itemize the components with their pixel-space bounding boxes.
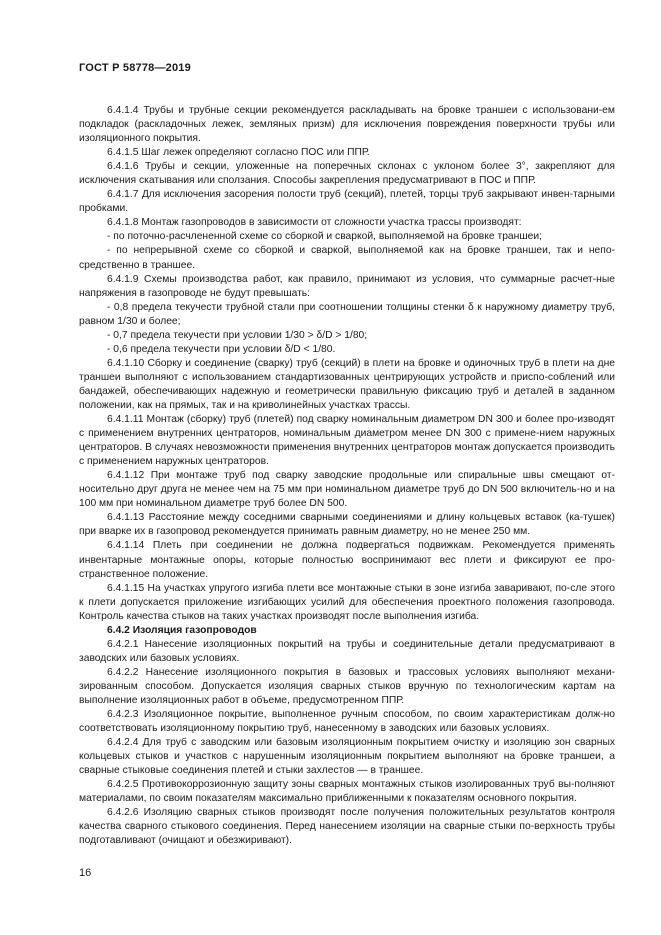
list-item: - 0,6 предела текучести при условии δ/D < 1/80. — [107, 343, 336, 355]
paragraph: 6.4.1.12 При монтаже труб под сварку заводские продольные или спиральные швы смещают от-носительно друг друга не менее чем на 75 мм при номинальном диаметре труб до DN 500 включитель-но и на 100 мм при номинальном диаметре труб более DN 500. — [79, 470, 615, 510]
paragraph: 6.4.2.3 Изоляционное покрытие, выполненное ручным способом, по своим характеристикам долж-но соответствовать изоляционному покрытию труб, нанесенному в заводских или базовых условиях. — [79, 709, 615, 735]
page-number: 16 — [79, 867, 92, 879]
paragraph: 6.4.2.1 Нанесение изоляционных покрытий на трубы и соединительные детали предусматривают в заводских или базовых условиях. — [79, 638, 615, 664]
paragraph: 6.4.1.10 Сборку и соединение (сварку) труб (секций) в плети на бровке и одиночных труб в плети на дне траншеи выполняют с использованием стандартизованных центрирующих устройств и приспо-соблений или бандажей, обеспечивающих надежную и геометрически правильную фиксацию труб и деталей в заданном положении, как на прямых, так и на криволинейных участках трассы. — [79, 357, 615, 411]
paragraph: 6.4.1.11 Монтаж (сборку) труб (плетей) под сварку номинальным диаметром DN 300 и более про-изводят с применением внутренних центраторов, номинальным диаметром менее DN 300 с примене-нием наружных центраторов. В случаях невозможности применения внутренних центраторов монтаж допускается производить с применением наружных центраторов. — [79, 414, 615, 468]
paragraph: 6.4.1.6 Трубы и секции, уложенные на поперечных склонах с уклоном более 3°, закрепляют для исключения скатывания или сползания. Способы закрепления предусматривают в ПОС и ППР. — [79, 161, 615, 187]
paragraph: 6.4.1.8 Монтаж газопроводов в зависимости от сложности участка трассы производят: — [107, 217, 522, 229]
paragraph: 6.4.2.6 Изоляцию сварных стыков производят после получения положительных результатов контроля качества сварного стыкового соединения. Перед нанесением изоляции на сварные стыки по-верхность трубы подготавливают (очищают и обезжиривают). — [79, 807, 615, 847]
paragraph: 6.4.2.2 Нанесение изоляционного покрытия в базовых и трассовых условиях выполняют механи-зированным способом. Допускается изоляция сварных стыков вручную по технологическим картам на выполнение изоляционных работ в объеме, предусмотренном ППР. — [79, 666, 615, 706]
document-header: ГОСТ Р 58778—2019 — [79, 62, 191, 74]
list-item: - по поточно-расчлененной схеме со сборкой и сваркой, выполняемой на бровке траншеи; — [107, 231, 542, 243]
list-item: - 0,7 предела текучести при условии 1/30 > δ/D > 1/80; — [107, 329, 368, 341]
paragraph: 6.4.1.13 Расстояние между соседними сварными соединениями и длину кольцевых вставок (ка-тушек) при вварке их в газопровод рекомендуется принимать равным диаметру, но не менее 250 мм. — [79, 512, 615, 538]
document-body — [79, 104, 615, 848]
paragraph: 6.4.1.14 Плеть при соединении не должна подвергаться подвижкам. Рекомендуется применять инвентарные монтажные опоры, которые полностью воспринимают вес плети и фиксируют ее про-странственное положение. — [79, 540, 615, 580]
list-item: - 0,8 предела текучести трубной стали при соотношении толщины стенки δ к наружному диаметру труб, равном 1/30 и более; — [79, 301, 615, 327]
paragraph: 6.4.2.4 Для труб с заводским или базовым изоляционным покрытием очистку и изоляцию зон сварных кольцевых стыков и участков с нарушенным изоляционным покрытием выполняют на бровке траншеи, а сварные стыковые соединения плетей и стыки захлестов — в траншее. — [79, 737, 615, 777]
paragraph: 6.4.1.9 Схемы производства работ, как правило, принимают из условия, что суммарные расчет-ные напряжения в газопроводе не будут превышать: — [79, 273, 615, 299]
list-item: - по непрерывной схеме со сборкой и сваркой, выполняемой как на бровке траншеи, так и непо-средственно в траншее. — [79, 245, 615, 271]
paragraph: 6.4.1.5 Шаг лежек определяют согласно ПОС или ППР. — [107, 147, 370, 159]
subsection-heading: 6.4.2 Изоляция газопроводов — [107, 624, 257, 636]
paragraph: 6.4.2.5 Противокоррозионную защиту зоны сварных монтажных стыков изолированных труб вы-полняют материалами, по своим показателям максимально приближенными к показателям основного покрытия. — [79, 779, 615, 805]
paragraph: 6.4.1.7 Для исключения засорения полости труб (секций), плетей, торцы труб закрывают инвен-тарными пробками. — [79, 189, 615, 215]
paragraph: 6.4.1.4 Трубы и трубные секции рекомендуется раскладывать на бровке траншеи с использовани-ем подкладок (раскладочных лежек, земляных призм) для исключения повреждения поверхности трубы или изоляционного покрытия. — [79, 105, 615, 145]
paragraph: 6.4.1.15 На участках упругого изгиба плети все монтажные стыки в зоне изгиба заваривают, по-сле этого к плети допускается приложение изгибающих усилий для обеспечения проектного положения газопровода. Контроль качества стыков на таких участках производят после выполнения изгиба. — [79, 582, 615, 622]
